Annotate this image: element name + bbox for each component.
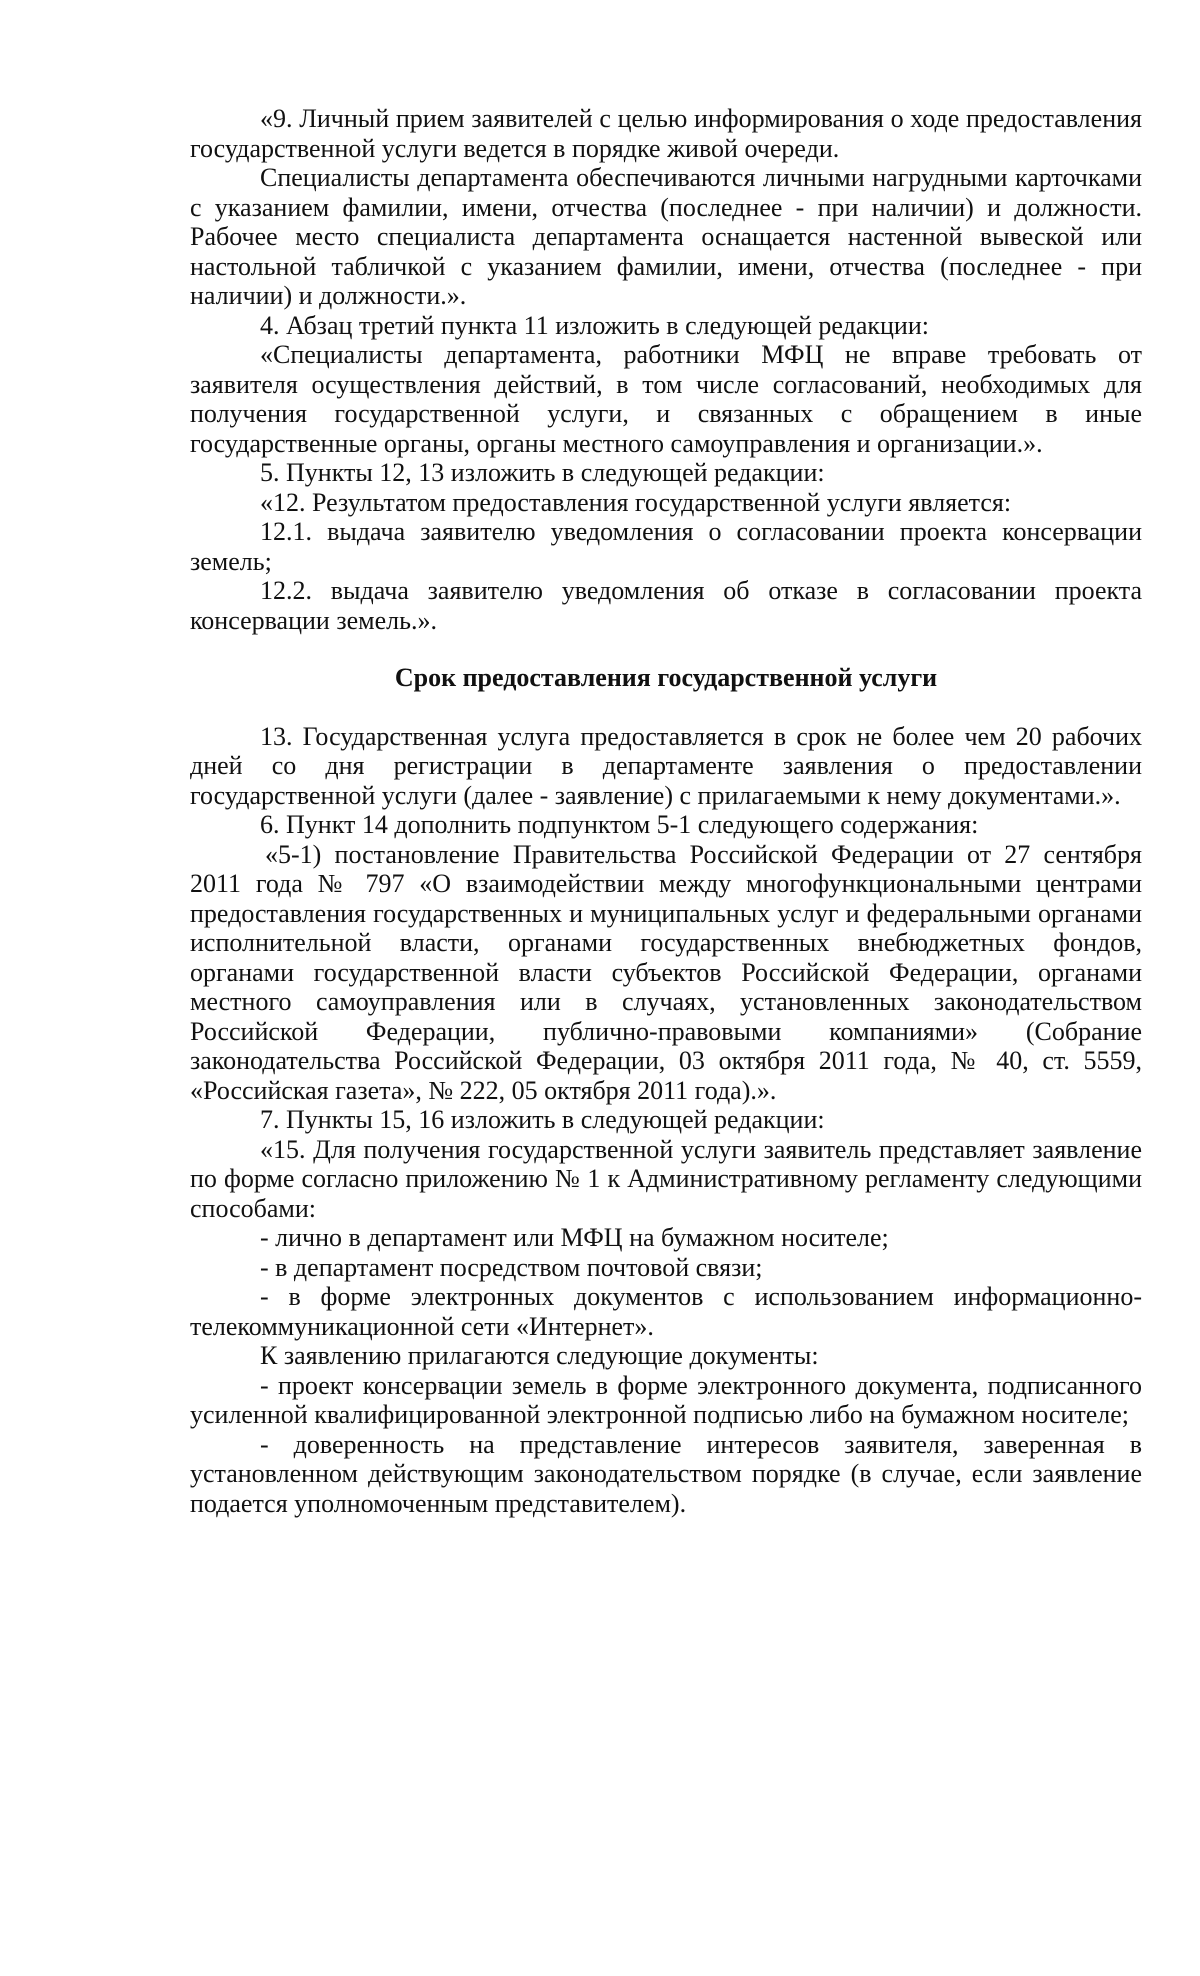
paragraph-item12: «12. Результатом предоставления государственной услуги является: <box>260 487 1012 517</box>
paragraph-item12-2: 12.2. выдача заявителю уведомления об отказе в согласовании проекта консервации земель.». <box>190 576 1142 635</box>
section-heading: Срок предоставления государственной услуги <box>394 663 938 692</box>
list-item-in-person: - лично в департамент или МФЦ на бумажном носителе; <box>260 1223 889 1252</box>
paragraph-item5-1: «5-1) постановление Правительства Российской Федерации от 27 сентября 2011 года № 797 «О взаимодействии между многофункциональными центрами предоставления государственных и муниципальных услуг и федеральными органами исполнительной власти, органами государственных внебюджетных фондов, органами государственной власти субъектов Российской Федерации, органами местного самоуправления или в случаях, установленных законодательством Российской Федерации, публично-правовыми компаниями» (Собрание законодательства Российской Федерации, 03 октября 2011 года, № 40, ст. 5559, «Российская газета», № 222, 05 октября 2011 года).». <box>190 839 1142 1105</box>
paragraph-amend-4: 4. Абзац третий пункта 11 изложить в следующей редакции: <box>260 310 929 340</box>
paragraph-specialists-rights: «Специалисты департамента, работники МФЦ не вправе требовать от заявителя осуществления действий, в том числе согласований, необходимых для получения государственной услуги, и связанных с обращением в иные государственные органы, органы местного самоуправления и организации.». <box>190 340 1142 458</box>
list-item-conservation-project: - проект консервации земель в форме электронного документа, подписанного усиленной квалифицированной электронной подписью либо на бумажном носителе; <box>190 1370 1142 1429</box>
paragraph-amend-5: 5. Пункты 12, 13 изложить в следующей редакции: <box>260 458 825 487</box>
paragraph-item9: «9. Личный прием заявителей с целью информирования о ходе предоставления государственной услуги ведется в порядке живой очереди. <box>190 104 1142 163</box>
document-page <box>190 104 1142 1518</box>
paragraph-item13: 13. Государственная услуга предоставляется в срок не более чем 20 рабочих дней со дня регистрации в департаменте заявления о предоставлении государственной услуги (далее - заявление) с прилагаемыми к нему документами.». <box>190 721 1142 810</box>
paragraph-specialists-cards: Специалисты департамента обеспечиваются личными нагрудными карточками с указанием фамилии, имени, отчества (последнее - при наличии) и должности. Рабочее место специалиста департамента оснащается настенной вывеской или настольной табличкой с указанием фамилии, имени, отчества (последнее - при наличии) и должности.». <box>190 163 1142 310</box>
list-item-electronic: - в форме электронных документов с использованием информационно-телекоммуникационной сети «Интернет». <box>190 1282 1142 1341</box>
list-item-by-mail: - в департамент посредством почтовой связи; <box>260 1252 763 1282</box>
paragraph-amend-7: 7. Пункты 15, 16 изложить в следующей редакции: <box>260 1105 825 1134</box>
paragraph-item15: «15. Для получения государственной услуги заявитель представляет заявление по форме согласно приложению № 1 к Административному регламенту следующими способами: <box>190 1134 1142 1223</box>
paragraph-item12-1: 12.1. выдача заявителю уведомления о согласовании проекта консервации земель; <box>190 517 1142 576</box>
list-item-power-of-attorney: - доверенность на представление интересов заявителя, заверенная в установленном действующим законодательством порядке (в случае, если заявление подается уполномоченным представителем). <box>190 1429 1142 1518</box>
paragraph-amend-6: 6. Пункт 14 дополнить подпунктом 5-1 следующего содержания: <box>260 810 979 839</box>
paragraph-attached-docs: К заявлению прилагаются следующие документы: <box>260 1341 819 1370</box>
